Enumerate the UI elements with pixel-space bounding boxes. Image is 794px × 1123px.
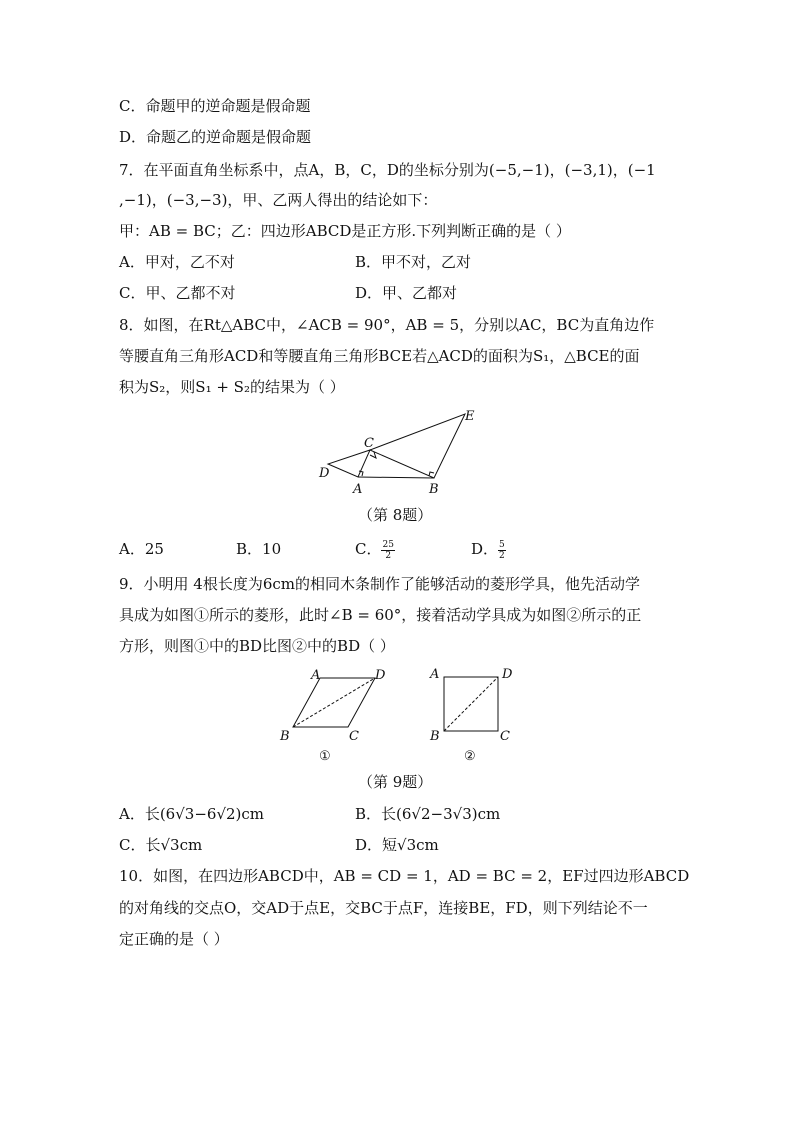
q9-fig1-label-d: D [375, 668, 386, 683]
q9-figure-2 [420, 664, 520, 764]
q8-right-angle-b [429, 472, 434, 476]
q8-caption: （第 8题） [358, 506, 433, 524]
q7-stem-line-3: 甲：AB = BC；乙：四边形ABCD是正方形.下列判断正确的是（ ） [119, 222, 571, 240]
q8-option-d-numerator: 5 [499, 539, 505, 550]
q9-stem-line-2: 具成为如图①所示的菱形，此时∠B = 60°，接着活动学具成为如图②所示的正 [119, 606, 642, 624]
q6-option-c: C．命题甲的逆命题是假命题 [119, 97, 311, 115]
q9-figure-1 [275, 664, 395, 764]
q9-fig1-mark: ① [319, 749, 331, 764]
q9-fig2-label-c: C [500, 729, 510, 744]
q7-stem-line-2: ,−1)，(−3,−3)，甲、乙两人得出的结论如下： [119, 191, 438, 209]
q8-triangle-bce [370, 414, 465, 478]
q8-option-d-fraction [498, 540, 506, 561]
q8-option-c-numerator: 25 [382, 539, 394, 550]
q8-option-c [355, 539, 395, 561]
q8-option-c-fraction [381, 540, 394, 561]
q8-figure [310, 402, 490, 502]
q7-stem-line-1: 7．在平面直角坐标系中，点A，B，C，D的坐标分别为(−5,−1)，(−3,1)，(−1 [119, 161, 656, 179]
q7-option-d: D．甲、乙都对 [355, 284, 458, 302]
q8-label-a: A [353, 482, 363, 497]
q8-right-angle-c [370, 452, 376, 458]
q8-option-d [471, 539, 506, 561]
q7-option-c: C．甲、乙都不对 [119, 284, 236, 302]
q9-fig1-label-a: A [311, 668, 321, 683]
q9-fig2-label-a: A [430, 667, 440, 682]
q8-option-d-denominator: 2 [499, 550, 505, 561]
q10-stem-line-3: 定正确的是（ ） [119, 930, 229, 948]
q9-caption: （第 9题） [358, 773, 433, 791]
q9-rhombus-diagonal-bd [293, 678, 375, 727]
q10-stem-line-1: 10．如图，在四边形ABCD中，AB = CD = 1，AD = BC = 2，EF过四边形ABCD [119, 867, 690, 885]
q8-option-d-prefix: D． [471, 540, 499, 558]
q8-option-a: A．25 [119, 540, 164, 558]
q9-square-diagonal-bd [444, 677, 498, 731]
q8-stem-line-3: 积为S₂，则S₁ + S₂的结果为（ ） [119, 378, 345, 396]
q8-segment-ab [358, 477, 434, 478]
q9-fig2-label-d: D [502, 667, 513, 682]
q8-option-c-denominator: 2 [385, 550, 392, 561]
q9-option-a: A．长(6√3−6√2)cm [119, 805, 265, 823]
q9-stem-line-1: 9．小明用 4根长度为6cm的相同木条制作了能够活动的菱形学具，他先活动学 [119, 575, 641, 593]
q9-option-b: B．长(6√2−3√3)cm [355, 805, 501, 823]
q9-fig1-label-b: B [280, 729, 290, 744]
q9-option-d: D．短√3cm [355, 836, 439, 854]
q10-stem-line-2: 的对角线的交点O，交AD于点E，交BC于点F，连接BE，FD，则下列结论不一 [119, 899, 648, 917]
q8-label-b: B [429, 482, 439, 497]
q9-option-c: C．长√3cm [119, 836, 203, 854]
q8-option-b: B．10 [236, 540, 282, 558]
q9-fig1-label-c: C [349, 729, 359, 744]
q9-fig2-label-b: B [430, 729, 440, 744]
q8-label-d: D [319, 466, 330, 481]
q8-stem-line-1: 8．如图，在Rt△ABC中，∠ACB = 90°，AB = 5，分别以AC，BC为直角边作 [119, 316, 655, 334]
q9-stem-line-3: 方形，则图①中的BD比图②中的BD（ ） [119, 637, 395, 655]
q6-option-d: D．命题乙的逆命题是假命题 [119, 128, 312, 146]
q8-label-e: E [465, 409, 475, 424]
q8-option-c-prefix: C． [355, 540, 382, 558]
q7-option-b: B．甲不对，乙对 [355, 253, 472, 271]
q8-label-c: C [364, 436, 374, 451]
q7-option-a: A．甲对，乙不对 [119, 253, 235, 271]
q8-triangle-acd [328, 450, 370, 477]
q9-fig2-mark: ② [464, 749, 476, 764]
q8-stem-line-2: 等腰直角三角形ACD和等腰直角三角形BCE若△ACD的面积为S₁，△BCE的面 [119, 347, 640, 365]
